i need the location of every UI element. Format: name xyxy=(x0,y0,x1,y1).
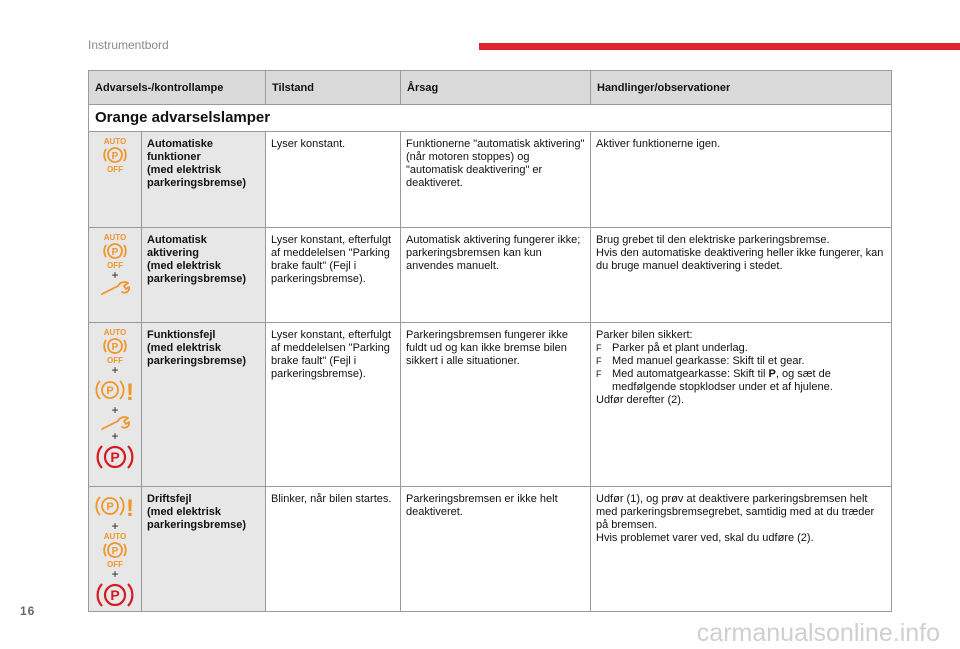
action-cell xyxy=(591,132,892,228)
function-line: parkeringsbremse) xyxy=(147,177,247,189)
svg-text:P: P xyxy=(110,587,120,603)
park-fault-exclamation-icon xyxy=(93,491,137,521)
table-row xyxy=(89,228,892,323)
bullet-text: Med automatgearkasse: Skift til P, og sæt de medfølgende stopklodser under et af hjulene. xyxy=(612,368,833,393)
cause-cell: Automatisk aktivering fungerer ikke; parkeringsbremsen kan kun anvendes manuelt. xyxy=(401,228,591,323)
action-line: Udfør (1), og prøv at deaktivere parkeringsbremsen helt med parkeringsbremsegrebet, samtidig med at du træder på bremsen. xyxy=(596,493,875,531)
cause-cell: Parkeringsbremsen er ikke helt deaktiveret. xyxy=(401,487,591,612)
parking-brake-red-icon xyxy=(96,579,134,611)
section-title: Orange advarselslamper xyxy=(89,105,892,132)
bullet-symbol: F xyxy=(596,343,602,353)
state-cell: Lyser konstant, efterfulgt af meddelelsen "Parking brake fault" (Fejl i parkeringsbremse). xyxy=(266,323,401,487)
function-line: (med elektrisk xyxy=(147,164,221,176)
function-line: Funktionsfejl xyxy=(147,329,216,341)
plus-sign: + xyxy=(111,363,119,377)
state-cell: Blinker, når bilen startes. xyxy=(266,487,401,612)
bullet-symbol: F xyxy=(596,356,602,366)
action-line: Hvis problemet varer ved, skal du udføre (2). xyxy=(596,532,814,544)
function-line: Automatiske xyxy=(147,138,214,150)
lamp-icon-cell xyxy=(89,228,142,323)
lamp-icon-cell xyxy=(89,323,142,487)
page-number: 16 xyxy=(20,604,36,618)
plus-sign: + xyxy=(111,268,119,282)
svg-text:P: P xyxy=(111,546,119,557)
plus-sign: + xyxy=(111,519,119,533)
table-row xyxy=(89,487,892,612)
plus-sign: + xyxy=(111,403,119,417)
action-cell xyxy=(591,323,892,487)
parking-brake-red-icon xyxy=(96,441,134,473)
function-line: parkeringsbremse) xyxy=(147,355,247,367)
section-label: Instrumentbord xyxy=(88,38,169,52)
function-line: (med elektrisk xyxy=(147,506,221,518)
cause-cell: Parkeringsbremsen fungerer ikke fuldt ud og kan ikke bremse bilen sikkert i alle situationer. xyxy=(401,323,591,487)
park-fault-exclamation-icon xyxy=(93,375,137,405)
function-line: (med elektrisk xyxy=(147,342,221,354)
function-line: Driftsfejl xyxy=(147,493,192,505)
plus-sign: + xyxy=(111,429,119,443)
bullet-item xyxy=(596,368,886,394)
svg-text:P: P xyxy=(110,449,120,465)
state-cell: Lyser konstant. xyxy=(266,132,401,228)
function-line: (med elektrisk xyxy=(147,260,221,272)
bullet-text: Med manuel gearkasse: Skift til et gear. xyxy=(612,355,805,367)
lamp-icon-cell xyxy=(89,132,142,228)
function-line: aktivering xyxy=(147,247,199,259)
function-line: parkeringsbremse) xyxy=(147,273,247,285)
function-cell xyxy=(142,487,266,612)
auto-park-off-icon xyxy=(97,232,133,270)
table-row xyxy=(89,132,892,228)
svg-text:AUTO: AUTO xyxy=(103,532,127,541)
svg-text:P: P xyxy=(111,342,119,353)
function-line: parkeringsbremse) xyxy=(147,519,247,531)
svg-text:OFF: OFF xyxy=(107,560,123,569)
watermark: carmanualsonline.info xyxy=(696,619,940,647)
svg-text:!: ! xyxy=(126,495,134,521)
svg-text:OFF: OFF xyxy=(107,165,123,174)
svg-text:AUTO: AUTO xyxy=(103,233,127,242)
section-row xyxy=(89,105,892,132)
column-header-action: Handlinger/observationer xyxy=(591,71,892,105)
bullet-item xyxy=(596,355,886,368)
function-cell xyxy=(142,323,266,487)
svg-text:P: P xyxy=(106,501,114,513)
table-row xyxy=(89,323,892,487)
bullet-text: Parker på et plant underlag. xyxy=(612,342,748,354)
action-cell xyxy=(591,228,892,323)
svg-text:P: P xyxy=(106,385,114,397)
table-header-row xyxy=(89,71,892,105)
action-outro: Udfør derefter (2). xyxy=(596,394,685,406)
column-header-cause: Årsag xyxy=(401,71,591,105)
svg-text:OFF: OFF xyxy=(107,356,123,365)
action-intro: Parker bilen sikkert: xyxy=(596,329,693,341)
auto-park-off-icon xyxy=(97,327,133,365)
function-cell xyxy=(142,228,266,323)
column-header-state: Tilstand xyxy=(266,71,401,105)
action-line: Brug grebet til den elektriske parkeringsbremse. xyxy=(596,234,830,246)
header-accent-bar xyxy=(479,43,960,50)
svg-text:AUTO: AUTO xyxy=(103,137,127,146)
function-line: Automatisk xyxy=(147,234,207,246)
plus-sign: + xyxy=(111,567,119,581)
svg-text:P: P xyxy=(111,151,119,162)
function-line: funktioner xyxy=(147,151,201,163)
lamp-icon-cell xyxy=(89,487,142,612)
bullet-symbol: F xyxy=(596,369,602,379)
state-cell: Lyser konstant, efterfulgt af meddelelsen "Parking brake fault" (Fejl i parkeringsbremse). xyxy=(266,228,401,323)
cause-cell: Funktionerne "automatisk aktivering" (når motoren stoppes) og "automatisk deaktivering" er deaktiveret. xyxy=(401,132,591,228)
action-line: Aktiver funktionerne igen. xyxy=(596,138,721,150)
action-cell xyxy=(591,487,892,612)
column-header-lamp: Advarsels-/kontrollampe xyxy=(89,71,266,105)
auto-park-off-icon xyxy=(97,531,133,569)
svg-text:AUTO: AUTO xyxy=(103,328,127,337)
bullet-item xyxy=(596,342,886,355)
warning-lamp-table xyxy=(88,70,892,612)
auto-park-off-icon xyxy=(97,136,133,174)
action-line: Hvis den automatiske deaktivering heller ikke fungerer, kan du bruge manuel deaktivering i stedet. xyxy=(596,247,884,272)
svg-text:!: ! xyxy=(126,379,134,405)
svg-text:P: P xyxy=(111,247,119,258)
svg-text:OFF: OFF xyxy=(107,261,123,270)
function-cell xyxy=(142,132,266,228)
wrench-icon xyxy=(98,280,132,296)
